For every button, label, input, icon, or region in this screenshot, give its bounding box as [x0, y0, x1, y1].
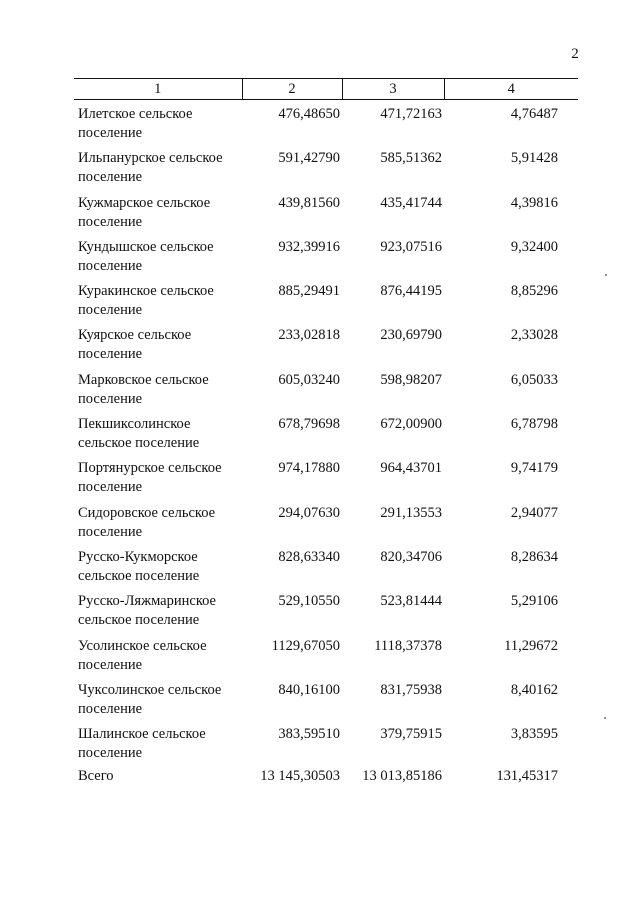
settlement-name: Куярское сельское поселение	[78, 327, 192, 363]
header-row	[74, 79, 578, 100]
value-col-3: 291,13553	[380, 504, 442, 521]
value-col-3: 876,44195	[380, 283, 442, 300]
value-col-3: 379,75915	[380, 726, 442, 743]
value-col-3: 471,72163	[380, 106, 442, 122]
value-col-4: 8,40162	[510, 681, 558, 698]
value-col-3: 598,98207	[380, 371, 442, 388]
settlement-name: Русско-Кукморское сельское поселение	[78, 548, 200, 584]
total-col-2: 13 145,30503	[260, 768, 340, 785]
table-row	[74, 632, 578, 676]
settlement-name: Русско-Ляжмаринское сельское поселение	[78, 593, 216, 629]
table-row	[74, 144, 578, 188]
table-row	[74, 321, 578, 365]
table-row	[74, 100, 578, 145]
scan-speck	[604, 717, 606, 719]
value-col-4: 11,29672	[504, 637, 558, 654]
value-col-4: 3,83595	[510, 726, 558, 743]
table-row	[74, 233, 578, 277]
value-col-3: 964,43701	[380, 460, 442, 477]
value-col-3: 672,00900	[380, 416, 442, 433]
total-label: Всего	[78, 768, 114, 785]
settlement-name: Куракинское сельское поселение	[78, 283, 214, 319]
settlement-name: Усолинское сельское поселение	[78, 637, 207, 673]
value-col-2: 1129,67050	[271, 637, 340, 654]
value-col-3: 585,51362	[380, 150, 442, 167]
value-col-3: 230,69790	[380, 327, 442, 344]
value-col-3: 923,07516	[380, 238, 442, 255]
value-col-4: 5,29106	[510, 593, 558, 610]
settlement-name: Пекшиксолинское сельское поселение	[78, 416, 200, 452]
value-col-2: 383,59510	[278, 726, 340, 743]
table-row	[74, 366, 578, 410]
scan-speck	[605, 274, 607, 276]
value-col-2: 932,39916	[278, 238, 340, 255]
value-col-2: 439,81560	[278, 194, 340, 211]
value-col-4: 9,74179	[510, 460, 558, 477]
header-col-3: 3	[342, 79, 444, 100]
table-row	[74, 277, 578, 321]
value-col-2: 529,10550	[278, 593, 340, 610]
value-col-2: 233,02818	[278, 327, 340, 344]
value-col-3: 831,75938	[380, 681, 442, 698]
settlement-name: Ильпанурское сельское поселение	[78, 150, 223, 186]
value-col-2: 885,29491	[278, 283, 340, 300]
settlement-name: Сидоровское сельское поселение	[78, 504, 216, 540]
value-col-3: 523,81444	[380, 593, 442, 610]
value-col-4: 6,05033	[510, 371, 558, 388]
table-row	[74, 676, 578, 720]
table-row	[74, 543, 578, 587]
value-col-2: 828,63340	[278, 548, 340, 565]
value-col-4: 6,78798	[510, 416, 558, 433]
total-col-4: 131,45317	[496, 768, 558, 785]
value-col-4: 9,32400	[510, 238, 558, 255]
table-row	[74, 499, 578, 543]
value-col-2: 591,42790	[278, 150, 340, 167]
settlement-name: Кужмарское сельское поселение	[78, 194, 211, 230]
value-col-2: 605,03240	[278, 371, 340, 388]
table-row	[74, 189, 578, 233]
table-body	[74, 100, 578, 787]
header-col-4: 4	[444, 79, 578, 100]
value-col-4: 8,28634	[510, 548, 558, 565]
value-col-4: 2,94077	[510, 504, 558, 521]
table-row	[74, 410, 578, 454]
value-col-2: 678,79698	[278, 416, 340, 433]
value-col-3: 820,34706	[380, 548, 442, 565]
settlement-name: Марковское сельское поселение	[78, 371, 209, 407]
value-col-3: 435,41744	[380, 194, 442, 211]
value-col-4: 8,85296	[510, 283, 558, 300]
table-header	[74, 79, 578, 100]
header-col-2: 2	[242, 79, 342, 100]
table-row	[74, 454, 578, 498]
settlement-name: Шалинское сельское поселение	[78, 726, 206, 762]
settlement-name: Чуксолинское сельское поселение	[78, 681, 222, 717]
table-row	[74, 720, 578, 764]
page-number: 2	[571, 46, 579, 62]
value-col-2: 974,17880	[278, 460, 340, 477]
value-col-4: 4,76487	[510, 106, 558, 122]
settlement-name: Кундышское сельское поселение	[78, 238, 214, 274]
value-col-4: 5,91428	[510, 150, 558, 167]
value-col-4: 4,39816	[510, 194, 558, 211]
value-col-3: 1118,37378	[374, 637, 442, 654]
value-col-2: 476,48650	[278, 106, 340, 122]
table-row	[74, 587, 578, 631]
value-col-2: 840,16100	[278, 681, 340, 698]
value-col-4: 2,33028	[510, 327, 558, 344]
value-col-2: 294,07630	[278, 504, 340, 521]
settlement-name: Илетское сельское поселение	[78, 106, 193, 141]
total-col-3: 13 013,85186	[362, 768, 442, 785]
data-table	[74, 78, 578, 786]
settlement-name: Портянурское сельское поселение	[78, 460, 222, 496]
total-row	[74, 764, 578, 786]
header-col-1: 1	[74, 79, 242, 100]
